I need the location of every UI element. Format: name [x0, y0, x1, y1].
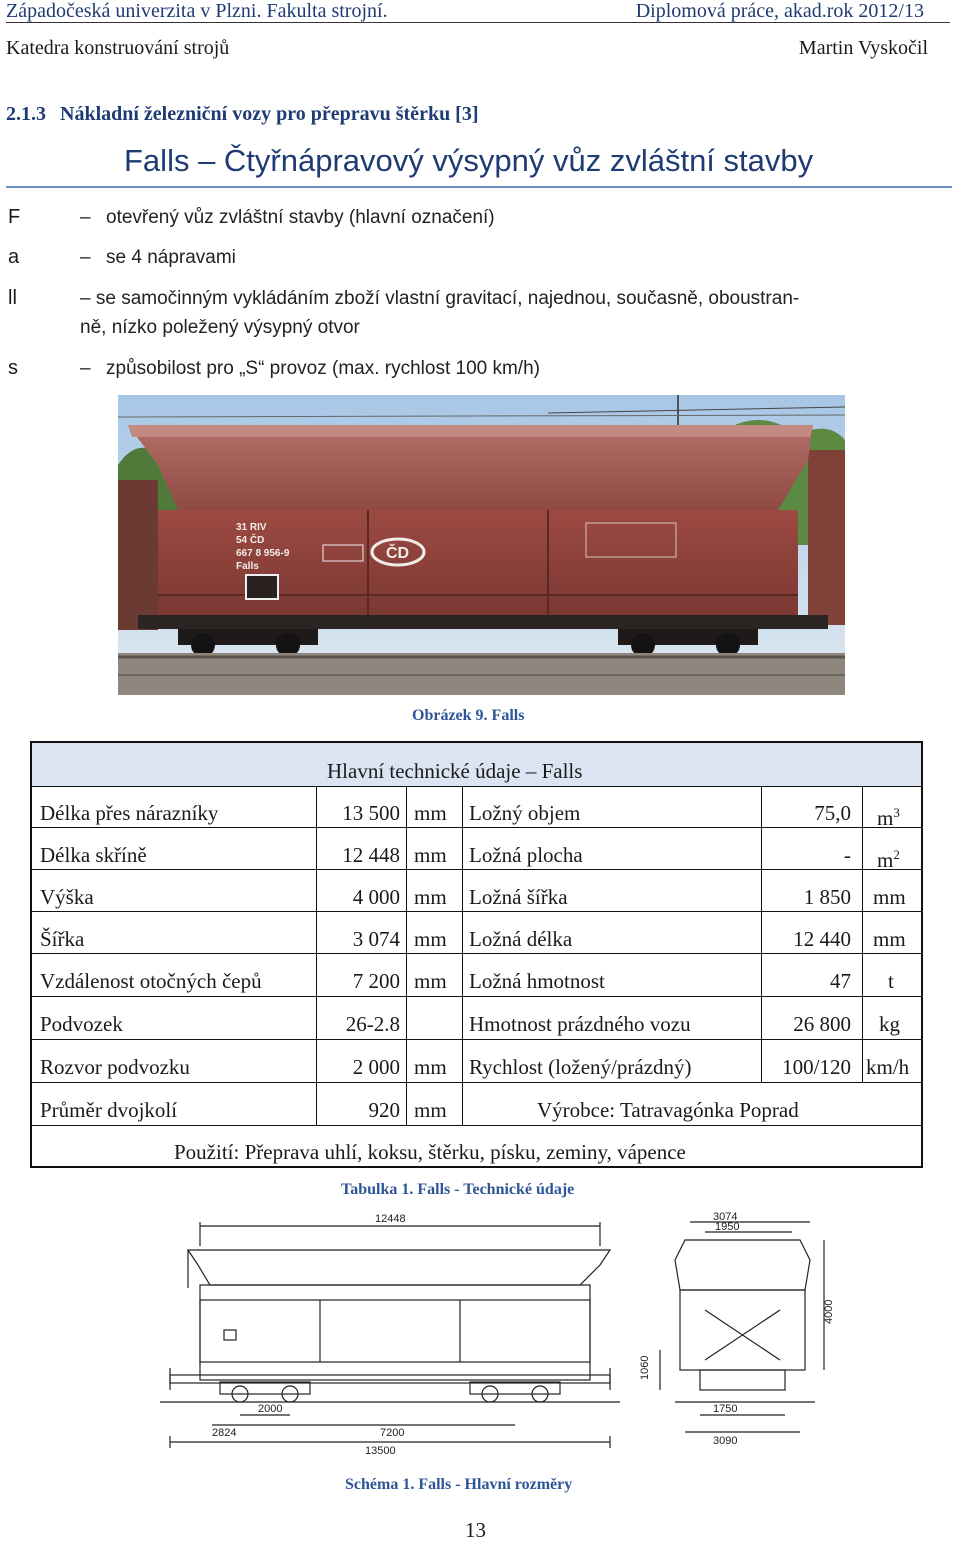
designation-letter-ll: ll	[8, 287, 17, 309]
section-number: 2.1.3	[6, 103, 46, 125]
header-author: Martin Vyskočil	[798, 37, 928, 59]
section-title: Nákladní železniční vozy pro přepravu štěrku [3]	[60, 103, 479, 125]
designation-letter-s: s	[8, 357, 18, 379]
wagon-title: Falls – Čtyřnápravový výsypný vůz zvláštní stavby	[124, 143, 814, 178]
designation-item: – se samočinným vykládáním zboží vlastní gravitací, najednou, současně, oboustran-	[80, 288, 800, 309]
designation-letter-f: F	[8, 206, 21, 228]
dimension-label: 3090	[713, 1435, 738, 1447]
wagon-photo	[118, 395, 845, 695]
dimension-label: 4000	[823, 1299, 835, 1324]
schema-svg	[160, 1210, 835, 1460]
header-thesis: Diplomová práce, akad.rok 2012/13	[635, 0, 924, 22]
dimension-label: 12448	[375, 1213, 406, 1225]
dimension-label: 1750	[713, 1403, 738, 1415]
dimension-label: 2000	[258, 1403, 283, 1415]
wagon-marking: 54 ČD	[236, 535, 265, 546]
designation-item-continued: ně, nízko poležený výsypný otvor	[80, 317, 360, 338]
page-number: 13	[465, 1518, 486, 1542]
wagon-photo-illustration	[118, 395, 845, 695]
wagon-marking: Falls	[236, 561, 259, 572]
dimension-label: 7200	[380, 1427, 405, 1439]
schema-caption: Schéma 1. Falls - Hlavní rozměry	[345, 1476, 573, 1493]
section-heading	[6, 103, 479, 126]
dimension-label: 13500	[365, 1445, 396, 1457]
table-caption: Tabulka 1. Falls - Technické údaje	[341, 1181, 575, 1198]
designation-item: – se 4 nápravami	[80, 247, 236, 268]
dimension-label: 3074	[713, 1211, 738, 1223]
table-title: Hlavní technické údaje – Falls	[327, 759, 583, 783]
designation-letter-a: a	[8, 246, 20, 268]
spec-table: Hlavní technické údaje – Falls Délka přes nárazníky 13 500 mm Ložný objem 75,0 $m^3$ Délka skříně 12 448 mm Ložná plocha - $m^2$ Výška 4 000 mm Ložná šířka 1 850 mm Šířka 3 074 mm Ložná délka 12 440 mm Vzdálenost otočných čepů 7 200 mm Ložná hmotnost 47 t Podvozek 26-2.8 Hmotnost prázdného vozu 26 800 kg Rozvor podvozku 2 000 mm Rychlost (ložený/prázdný) 100/120 km/h Průměr dvojkolí 920 mm Výrobce: Tatravagónka Poprad Použití: Přeprava uhlí, koksu, štěrku, písku, zeminy, vápence	[30, 741, 923, 1168]
dimension-label: 1060	[639, 1355, 651, 1380]
table-usage: Použití: Přeprava uhlí, koksu, štěrku, písku, zeminy, vápence	[174, 1140, 686, 1164]
wagon-marking: 31 RIV	[236, 522, 267, 533]
dimension-label: 1950	[715, 1221, 740, 1233]
header-department: Katedra konstruování strojů	[6, 37, 230, 59]
designation-item: – otevřený vůz zvláštní stavby (hlavní označení)	[80, 207, 495, 228]
header-university: Západočeská univerzita v Plzni. Fakulta strojní.	[6, 0, 388, 22]
header-rule	[6, 22, 950, 23]
designation-item: – způsobilost pro „S“ provoz (max. rychlost 100 km/h)	[80, 358, 540, 379]
title-rule	[6, 186, 952, 188]
figure-caption: Obrázek 9. Falls	[412, 707, 525, 724]
dimension-drawing	[160, 1210, 835, 1460]
wagon-marking: 667 8 956-9	[236, 548, 290, 559]
dimension-label: 2824	[212, 1427, 237, 1439]
svg-text:ČD: ČD	[386, 545, 410, 562]
